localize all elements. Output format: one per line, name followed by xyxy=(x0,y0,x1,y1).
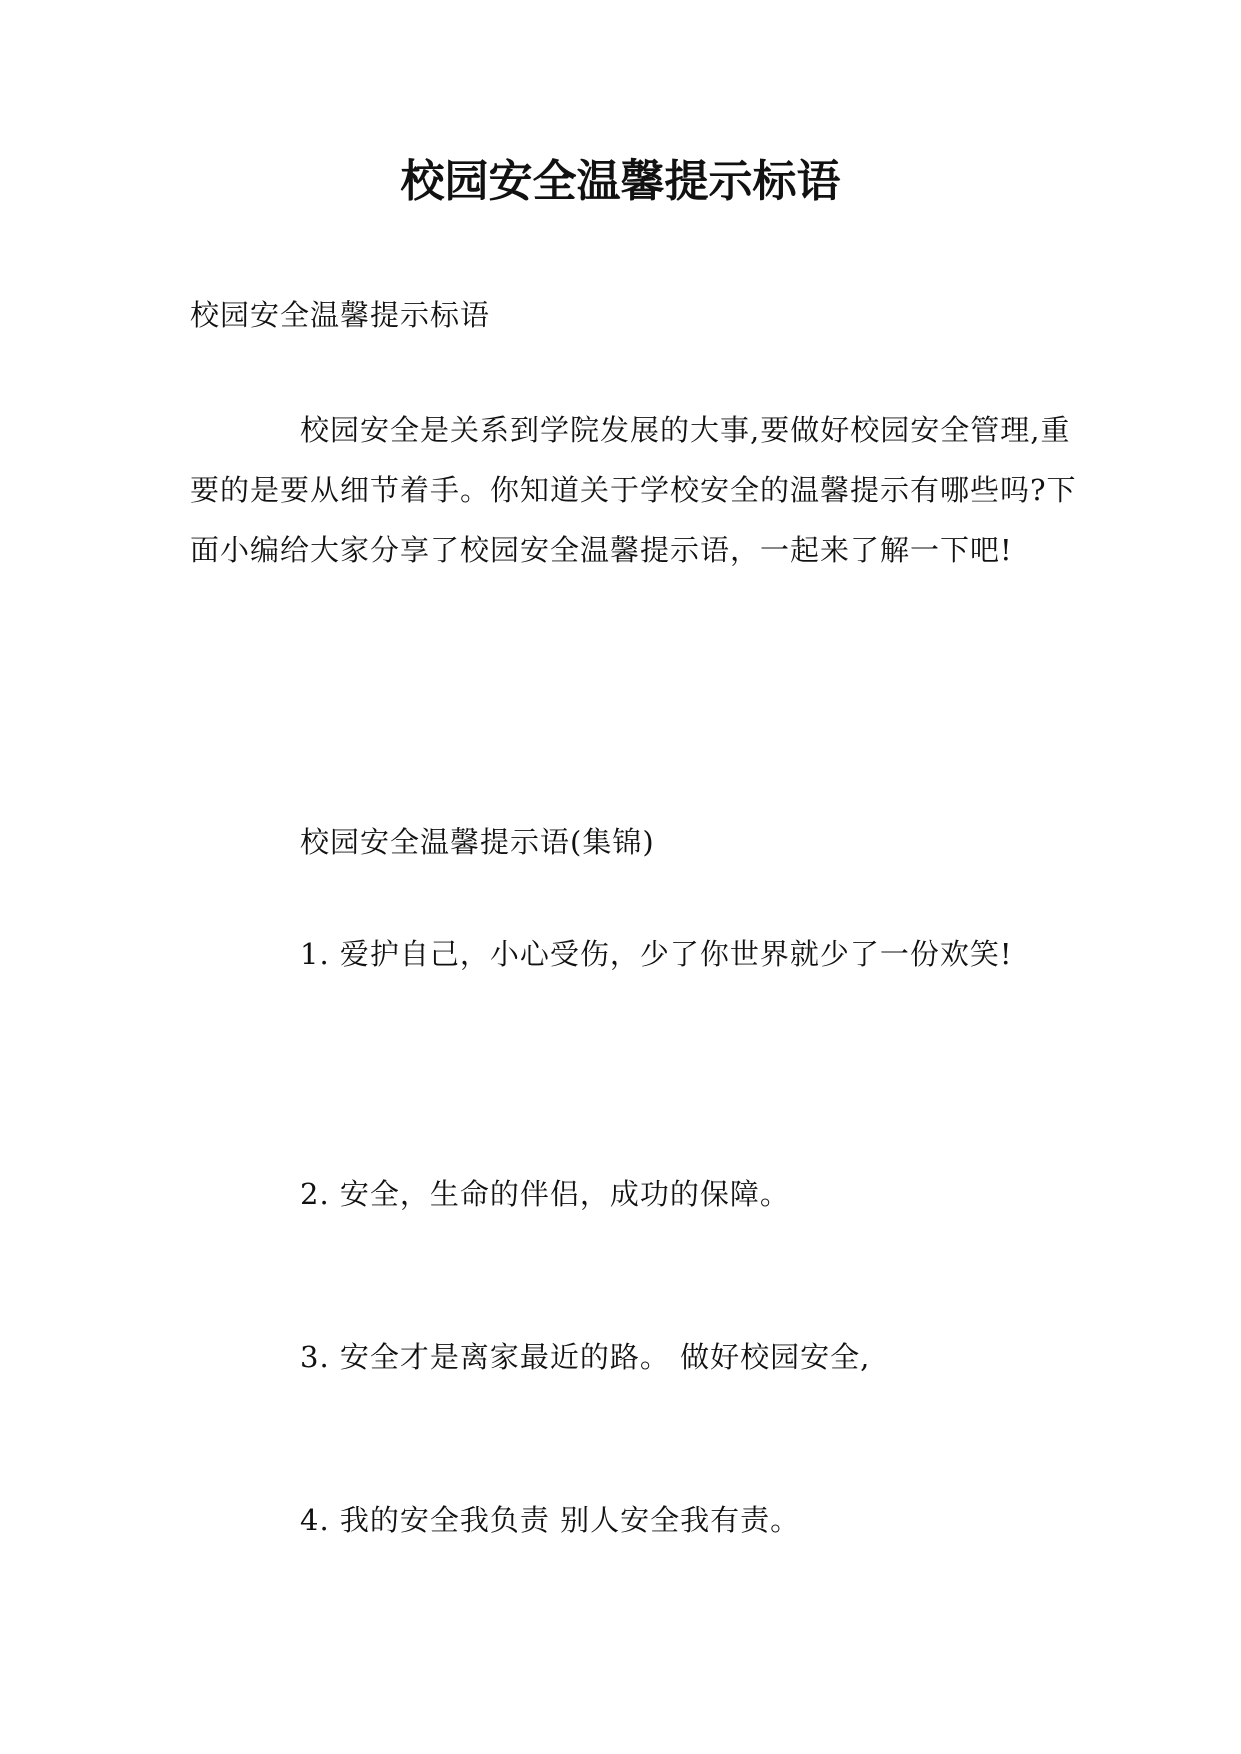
slogan-item: 4. 我的安全我负责 别人安全我有责。 xyxy=(300,1503,801,1537)
document-subtitle: 校园安全温馨提示标语 xyxy=(190,298,491,332)
slogan-item: 3. 安全才是离家最近的路。 做好校园安全, xyxy=(300,1340,871,1374)
slogan-item: 2. 安全，生命的伴侣，成功的保障。 xyxy=(300,1177,790,1211)
collection-heading: 校园安全温馨提示语(集锦) xyxy=(300,825,655,859)
intro-paragraph: 校园安全是关系到学院发展的大事,要做好校园安全管理,重要的是要从细节着手。你知道关于学校安全的温馨提示有哪些吗?下面小编给大家分享了校园安全温馨提示语，一起来了解一下吧! xyxy=(190,413,1077,567)
slogan-item: 1. 爱护自己，小心受伤，少了你世界就少了一份欢笑! xyxy=(300,937,1013,971)
page-title: 校园安全温馨提示标语 xyxy=(400,156,841,207)
